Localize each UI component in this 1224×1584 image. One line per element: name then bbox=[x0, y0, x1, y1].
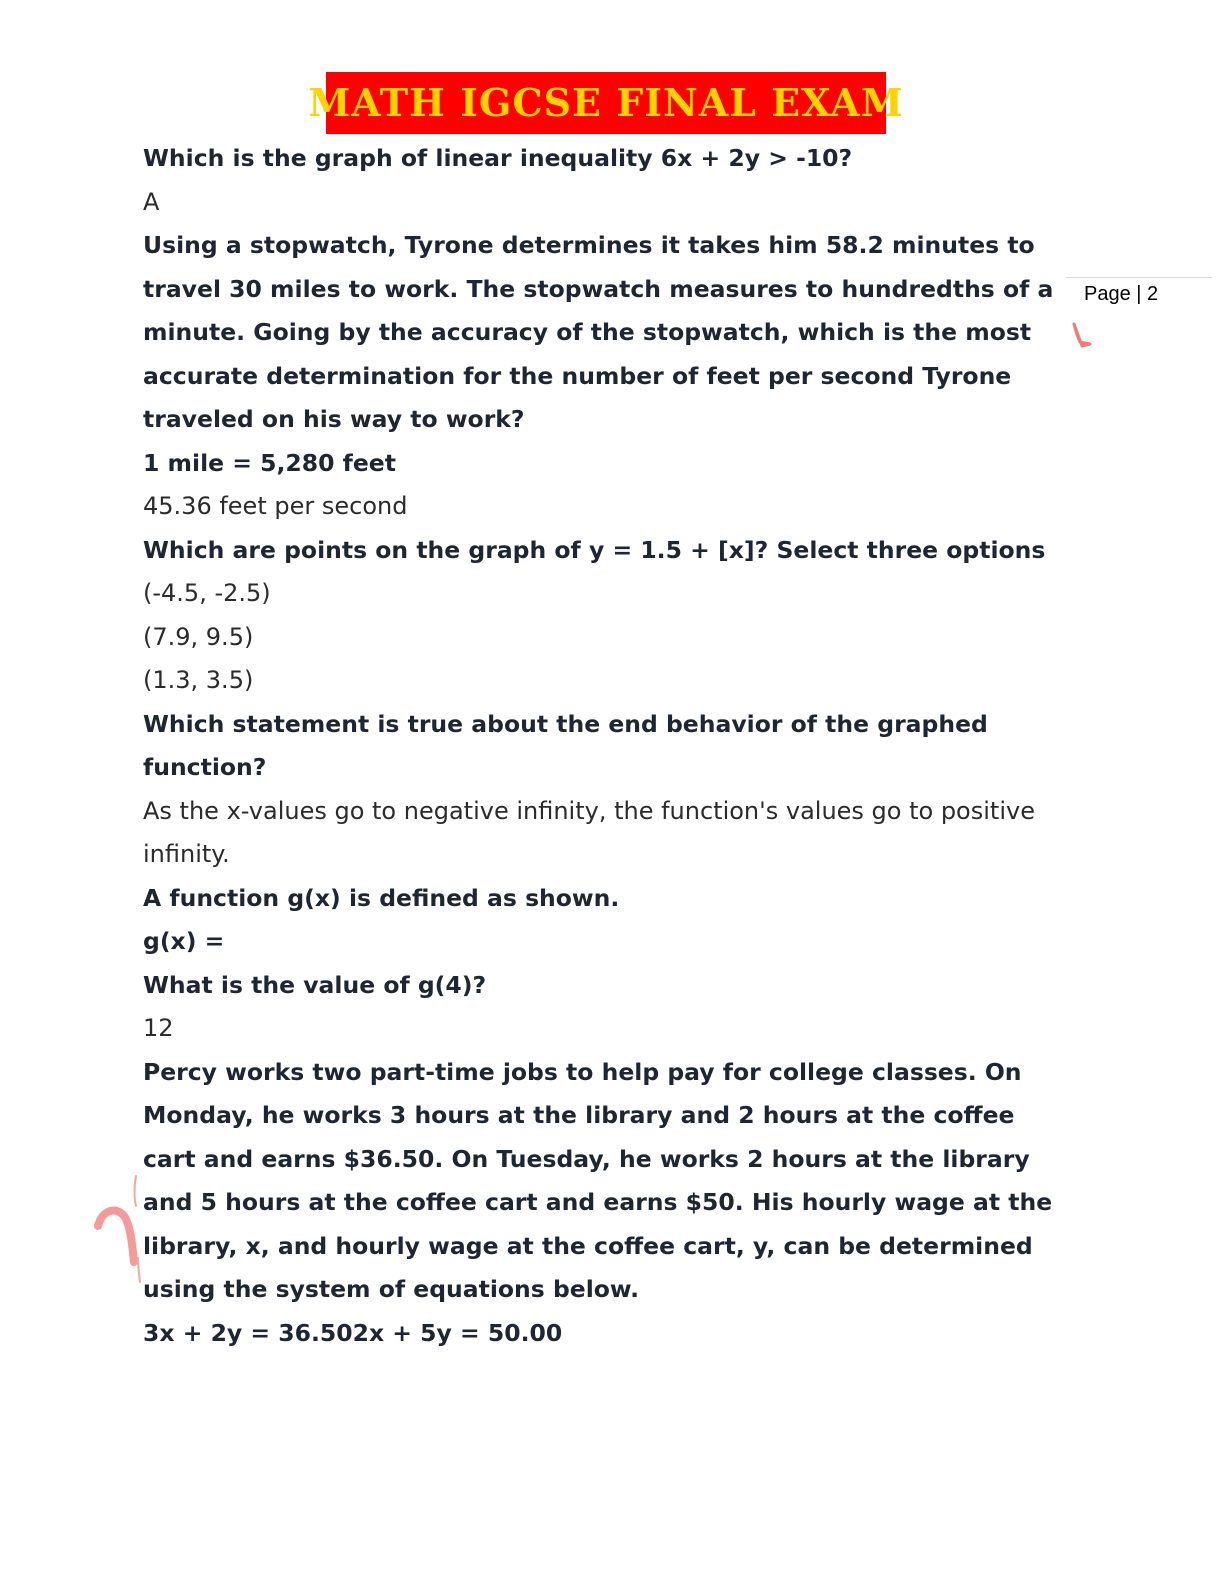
question-list bbox=[143, 137, 1073, 1355]
question-line: Percy works two part-time jobs to help pay for college classes. On bbox=[143, 1057, 1022, 1086]
question-line: Which statement is true about the end behavior of the graphed bbox=[143, 709, 988, 738]
question-line: minute. Going by the accuracy of the stopwatch, which is the most bbox=[143, 318, 1032, 346]
question-line: library, x, and hourly wage at the coffee cart, y, can be determined bbox=[143, 1231, 1033, 1260]
answer-line: 45.36 feet per second bbox=[143, 492, 408, 520]
question-line: using the system of equations below. bbox=[143, 1275, 640, 1303]
question-line: Monday, he works 3 hours at the library and 2 hours at the coffee bbox=[143, 1101, 1015, 1129]
red-bracket-mark bbox=[88, 1170, 148, 1286]
question-line: g(x) = bbox=[143, 927, 225, 955]
question-line: traveled on his way to work? bbox=[143, 405, 525, 433]
question-line: travel 30 miles to work. The stopwatch measures to hundredths of a bbox=[143, 274, 1054, 303]
question-line: A function g(x) is defined as shown. bbox=[143, 883, 620, 912]
question-line: What is the value of g(4)? bbox=[143, 970, 487, 999]
question-line: Which are points on the graph of y = 1.5 + [x]? Select three options bbox=[143, 535, 1046, 564]
question-line: and 5 hours at the coffee cart and earns $50. His hourly wage at the bbox=[143, 1188, 1053, 1216]
title-banner bbox=[308, 72, 904, 134]
page-number: Page | 2 bbox=[1084, 283, 1159, 305]
answer-line: infinity. bbox=[143, 840, 230, 868]
answer-line: (7.9, 9.5) bbox=[143, 622, 254, 651]
question-line: function? bbox=[143, 753, 267, 781]
answer-line: A bbox=[143, 187, 160, 216]
question-line: Using a stopwatch, Tyrone determines it takes him 58.2 minutes to bbox=[143, 231, 1035, 259]
question-line: accurate determination for the number of feet per second Tyrone bbox=[143, 361, 1012, 390]
question-line: Which is the graph of linear inequality 6x + 2y > -10? bbox=[143, 144, 853, 172]
answer-line: 12 bbox=[143, 1014, 174, 1042]
question-line: 1 mile = 5,280 feet bbox=[143, 448, 396, 477]
answer-line: (1.3, 3.5) bbox=[143, 666, 254, 694]
document-title: MATH IGCSE FINAL EXAM bbox=[308, 80, 904, 125]
question-line: 3x + 2y = 36.502x + 5y = 50.00 bbox=[143, 1318, 563, 1347]
answer-line: As the x-values go to negative infinity, the function's values go to positive bbox=[143, 796, 1035, 825]
header-rule bbox=[1066, 277, 1212, 278]
answer-line: (-4.5, -2.5) bbox=[143, 579, 271, 607]
question-line: cart and earns $36.50. On Tuesday, he works 2 hours at the library bbox=[143, 1144, 1030, 1173]
